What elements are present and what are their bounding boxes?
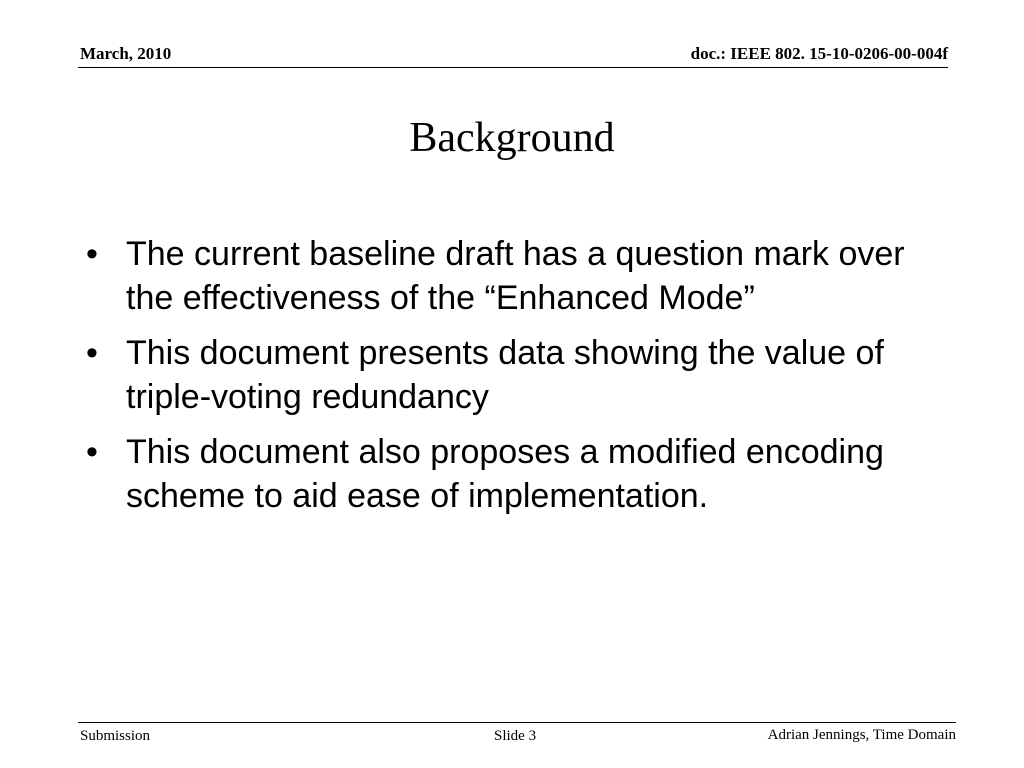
bullet-list	[86, 232, 946, 529]
header-doc-id: doc.: IEEE 802. 15-10-0206-00-004f	[690, 44, 948, 63]
bullet-icon: •	[86, 235, 98, 273]
slide-title: Background	[409, 115, 615, 161]
bullet-item	[86, 331, 946, 419]
footer-author: Adrian Jennings, Time Domain	[767, 727, 956, 743]
bullet-text: The current baseline draft has a question mark over the effectiveness of the “Enhanced Mode”	[126, 235, 905, 317]
footer-slide-number: Slide 3	[494, 728, 537, 744]
footer-divider	[78, 722, 956, 723]
header-divider	[78, 67, 948, 68]
header-date: March, 2010	[80, 44, 172, 63]
bullet-item	[86, 430, 946, 518]
bullet-icon: •	[86, 334, 98, 372]
bullet-item	[86, 232, 946, 320]
bullet-text: This document also proposes a modified encoding scheme to aid ease of implementation.	[126, 433, 884, 515]
bullet-icon: •	[86, 433, 98, 471]
bullet-text: This document presents data showing the value of triple-voting redundancy	[126, 334, 884, 416]
footer-submission: Submission	[80, 728, 151, 744]
